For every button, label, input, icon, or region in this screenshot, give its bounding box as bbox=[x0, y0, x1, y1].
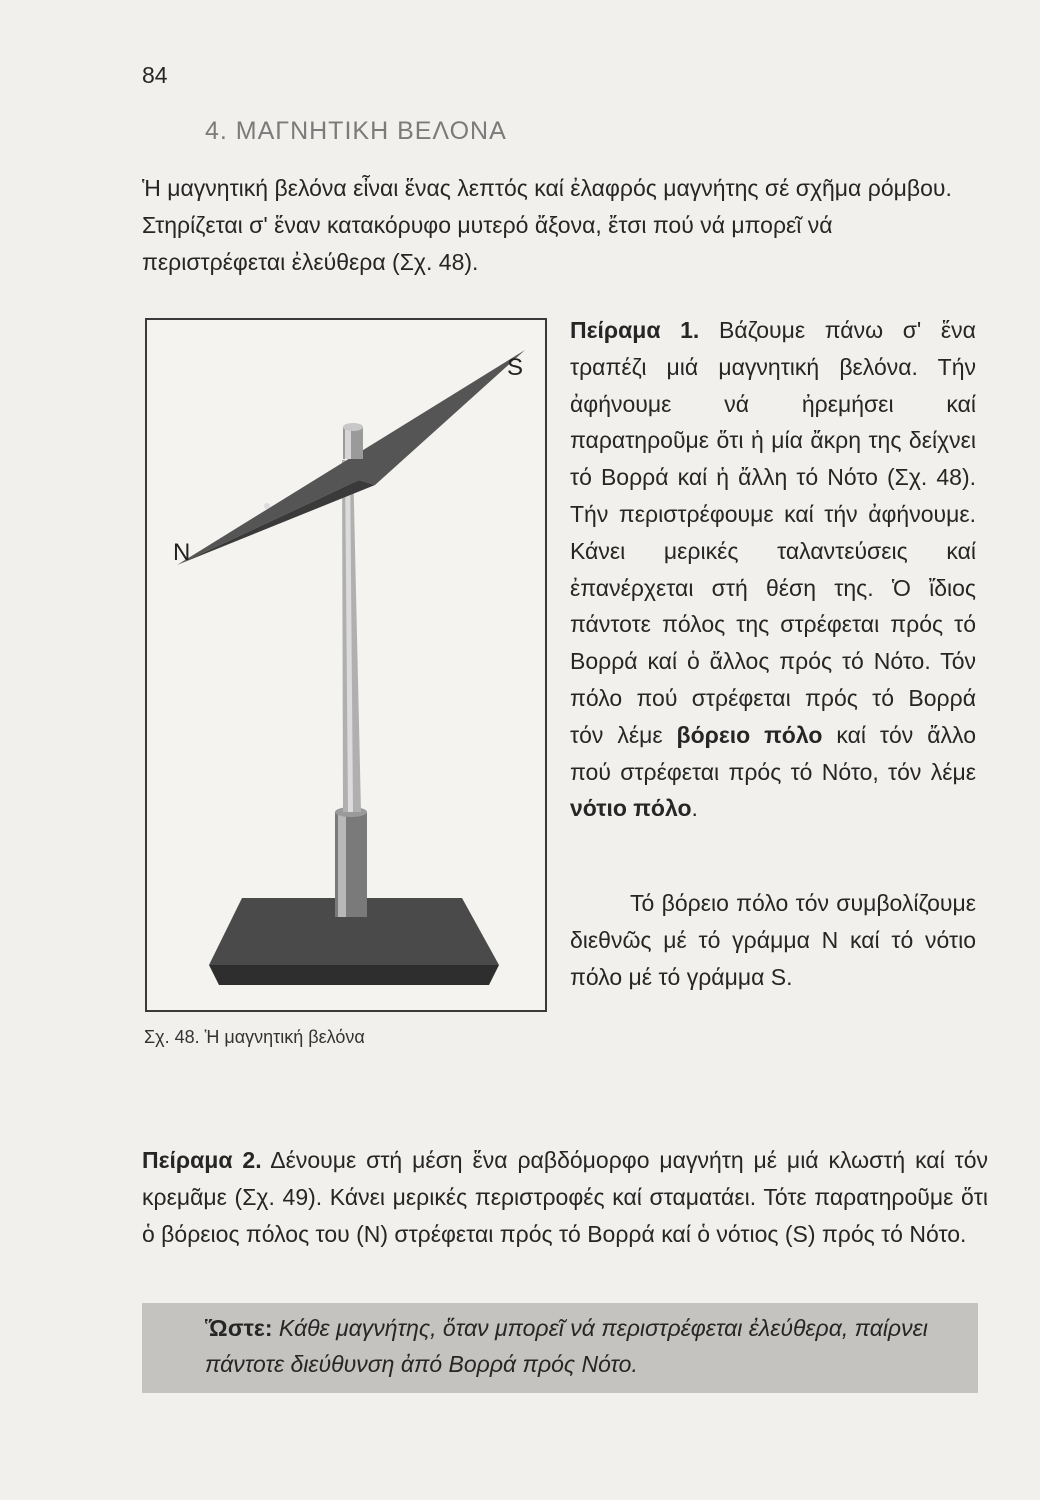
north-pole-label: N bbox=[173, 539, 191, 566]
page-number: 84 bbox=[142, 62, 168, 88]
figure-magnetic-needle bbox=[145, 318, 547, 1012]
experiment-1-paragraph bbox=[570, 312, 976, 827]
stand-base-front bbox=[209, 965, 499, 985]
figure-caption: Σχ. 48. Ἡ μαγνητική βελόνα bbox=[144, 1027, 365, 1047]
intro-paragraph: Ἡ μαγνητική βελόνα εἶναι ἕνας λεπτός καί ἐλαφρός μαγνήτης σέ σχῆμα ρόμβου. Στηρίζεται σ' ἕναν κατακόρυφο μυτερό ἄξονα, ἔτσι πού νά μπορεῖ νά περιστρέφεται ἐλεύθερα (Σχ. 48). bbox=[142, 175, 952, 275]
south-pole-term: νότιο πόλο bbox=[570, 795, 692, 822]
conclusion-label: Ὥστε: bbox=[205, 1315, 273, 1341]
conclusion-paragraph bbox=[205, 1310, 965, 1382]
experiment-1-text-b: καί τόν ἄλλο πού στρέφεται πρός τό Νότο, τόν λέμε bbox=[570, 721, 976, 785]
experiment-2-text: Δένουμε στή μέση ἕνα ραβδόμορφο μαγνήτη μέ μιά κλωστή καί τόν κρεμᾶμε (Σχ. 49). Κάνει μερικές περιστροφές καί σταματάει. Τότε παρατηροῦμε ὅτι ὁ βόρειος πόλος του (N) στρέφεται πρός τό Βορρά καί ὁ νότιος (S) πρός τό Νότο. bbox=[142, 1147, 988, 1247]
experiment-2-heading: Πείραμα 2. bbox=[142, 1147, 262, 1173]
south-pole-label: S bbox=[507, 354, 524, 381]
experiment-2-paragraph bbox=[142, 1142, 988, 1253]
experiment-1-text-c: . bbox=[691, 795, 698, 822]
pole-symbols-paragraph: Τό βόρειο πόλο τόν συμβολίζουμε διεθνῶς μέ τό γράμμα N καί τό νότιο πόλο μέ τό γράμμα S. bbox=[570, 890, 976, 990]
magnetic-needle-illustration bbox=[147, 320, 545, 1010]
north-pole-term: βόρειο πόλο bbox=[676, 721, 823, 748]
experiment-1-text-a: Βάζουμε πάνω σ' ἕνα τραπέζι μιά μαγνητική βελόνα. Τήν ἀφήνουμε νά ἠρεμήσει καί παρατηροῦμε ὅτι ἡ μία ἄκρη της δείχνει τό Βορρά καί ἡ ἄλλη τό Νότο (Σχ. 48). Τήν περιστρέφουμε καί τήν ἀφήνουμε. Κάνει μερικές ταλαντεύσεις καί ἐπανέρχεται στή θέση της. Ὁ ἴδιος πάντοτε πόλος της στρέφεται πρός τό Βορρά καί ὁ ἄλλος πρός τό Νότο. Τόν πόλο πού στρέφεται πρός τό Βορρά τόν λέμε bbox=[570, 317, 976, 748]
experiment-1-heading: Πείραμα 1. bbox=[570, 317, 700, 343]
conclusion-text: Κάθε μαγνήτης, ὅταν μπορεῖ νά περιστρέφεται ἐλεύθερα, παίρνει πάντοτε διεύθυνση ἀπό Βορρά πρός Νότο. bbox=[205, 1315, 928, 1377]
section-title: 4. ΜΑΓΝΗΤΙΚΗ ΒΕΛΟΝΑ bbox=[205, 117, 507, 145]
